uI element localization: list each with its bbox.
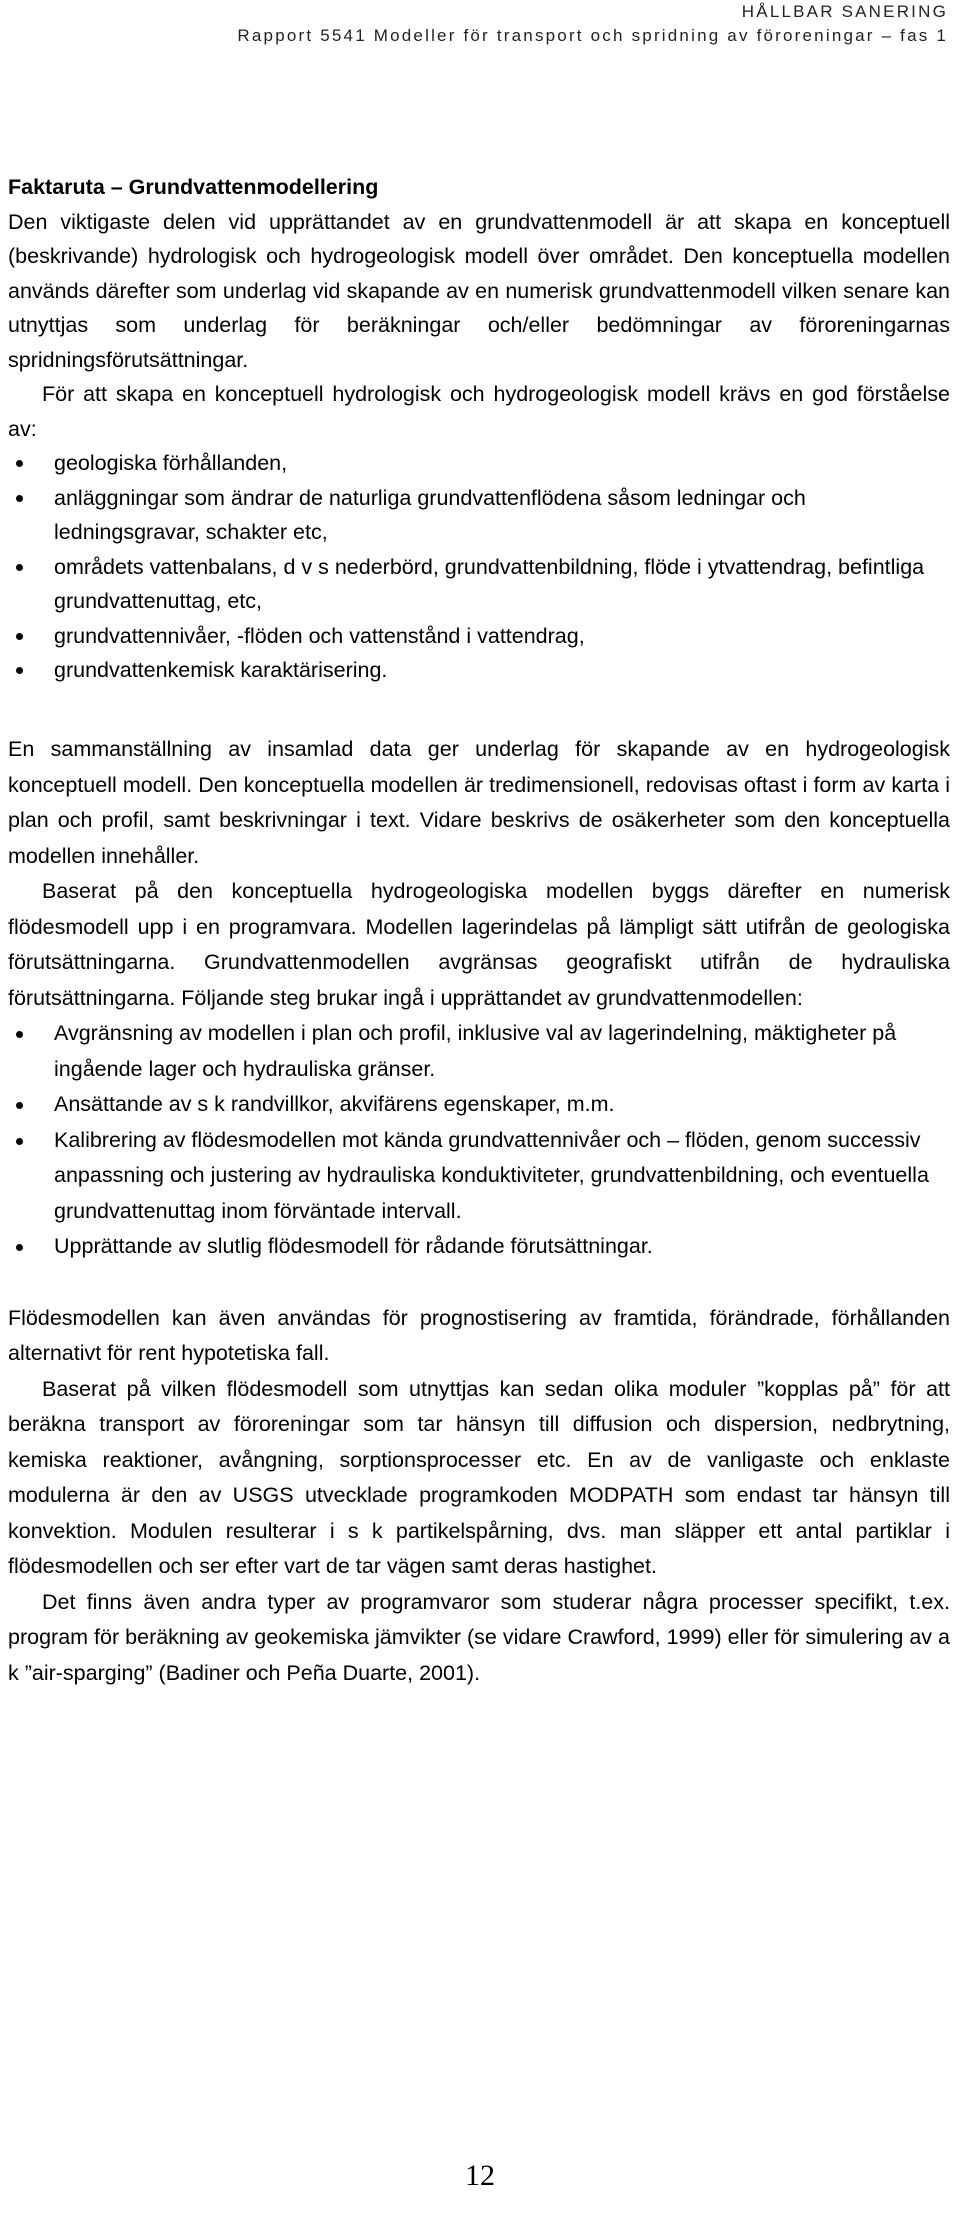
- paragraph: Det finns även andra typer av programvaror som studerar några processer specifikt, t.ex. program för beräkning av geokemiska jämvikter (se vidare Crawford, 1999) eller för simulering av a k ”air-sparging” (Badiner och Peña Duarte, 2001).: [8, 1589, 950, 1685]
- page-header: [0, 0, 960, 48]
- fact-box-title: Faktaruta – Grundvattenmodellering: [8, 175, 379, 199]
- list-item: grundvattennivåer, -flöden och vattenstånd i vattendrag,: [8, 619, 950, 654]
- list-item: områdets vattenbalans, d v s nederbörd, grundvattenbildning, flöde i ytvattendrag, befintliga grundvattenuttag, etc,: [8, 550, 950, 619]
- fact-box-paragraph: För att skapa en konceptuell hydrologisk och hydrogeologisk modell krävs en god förståelse av:: [8, 382, 950, 441]
- fact-box-paragraph: Den viktigaste delen vid upprättandet av en grundvattenmodell är att skapa en konceptuell (beskrivande) hydrologisk och hydrogeologisk modell över området. Den konceptuella modellen används därefter som underlag vid skapande av en numerisk grundvattenmodell vilken senare kan utnyttjas som underlag för beräkningar och/eller bedömningar av föroreningarnas spridningsförutsättningar.: [8, 209, 950, 372]
- list-item: anläggningar som ändrar de naturliga grundvattenflödena såsom ledningar och ledningsgravar, schakter etc,: [8, 481, 950, 550]
- paragraph: Baserat på den konceptuella hydrogeologiska modellen byggs därefter en numerisk flödesmodell upp i en programvara. Modellen lagerindelas på lämpligt sätt utifrån de geologiska förutsättningarna. Grundvattenmodellen avgränsas geografiskt utifrån de hydrauliska förutsättningarna. Följande steg brukar ingå i upprättandet av grundvattenmodellen:: [8, 879, 950, 1010]
- fact-box-list: [8, 446, 950, 688]
- list-item: geologiska förhållanden,: [8, 446, 950, 481]
- page-number: 12: [465, 2159, 495, 2192]
- list-item: grundvattenkemisk karaktärisering.: [8, 653, 950, 688]
- fact-box: [8, 170, 950, 688]
- paragraph: Baserat på vilken flödesmodell som utnyttjas kan sedan olika moduler ”kopplas på” för att beräkna transport av föroreningar som tar hänsyn till diffusion och dispersion, nedbrytning, kemiska reaktioner, avångning, sorptionsprocesser etc. En av de vanligaste och enklaste modulerna är den av USGS utvecklade programkoden MODPATH som endast tar hänsyn till konvektion. Modulen resulterar i s k partikelspårning, dvs. man släpper ett antal partiklar i flödesmodellen och ser efter vart de tar vägen samt deras hastighet.: [8, 1376, 950, 1578]
- paragraph: En sammanställning av insamlad data ger underlag för skapande av en hydrogeologisk konceptuell modell. Den konceptuella modellen är tredimensionell, redovisas oftast i form av karta i plan och profil, samt beskrivningar i text. Vidare beskrivs de osäkerheter som den konceptuella modellen innehåller.: [8, 737, 950, 868]
- header-series-title: HÅLLBAR SANERING: [741, 2, 948, 21]
- header-report-title: Rapport 5541 Modeller för transport och spridning av föroreningar – fas 1: [237, 26, 948, 45]
- list-item: Ansättande av s k randvillkor, akvifärens egenskaper, m.m.: [8, 1087, 950, 1123]
- list-item: Kalibrering av flödesmodellen mot kända grundvattennivåer och – flöden, genom successiv anpassning och justering av hydrauliska konduktiviteter, grundvattenbildning, och eventuella grundvattenuttag inom förväntade intervall.: [8, 1123, 950, 1230]
- paragraph: Flödesmodellen kan även användas för prognostisering av framtida, förändrade, förhållanden alternativt för rent hypotetiska fall.: [8, 1305, 950, 1365]
- list-item: Avgränsning av modellen i plan och profil, inklusive val av lagerindelning, mäktigheter på ingående lager och hydrauliska gränser.: [8, 1016, 950, 1087]
- body-text: [8, 732, 950, 1691]
- paragraph-gap: [8, 1265, 950, 1301]
- list-item: Upprättande av slutlig flödesmodell för rådande förutsättningar.: [8, 1229, 950, 1265]
- steps-list: [8, 1016, 950, 1265]
